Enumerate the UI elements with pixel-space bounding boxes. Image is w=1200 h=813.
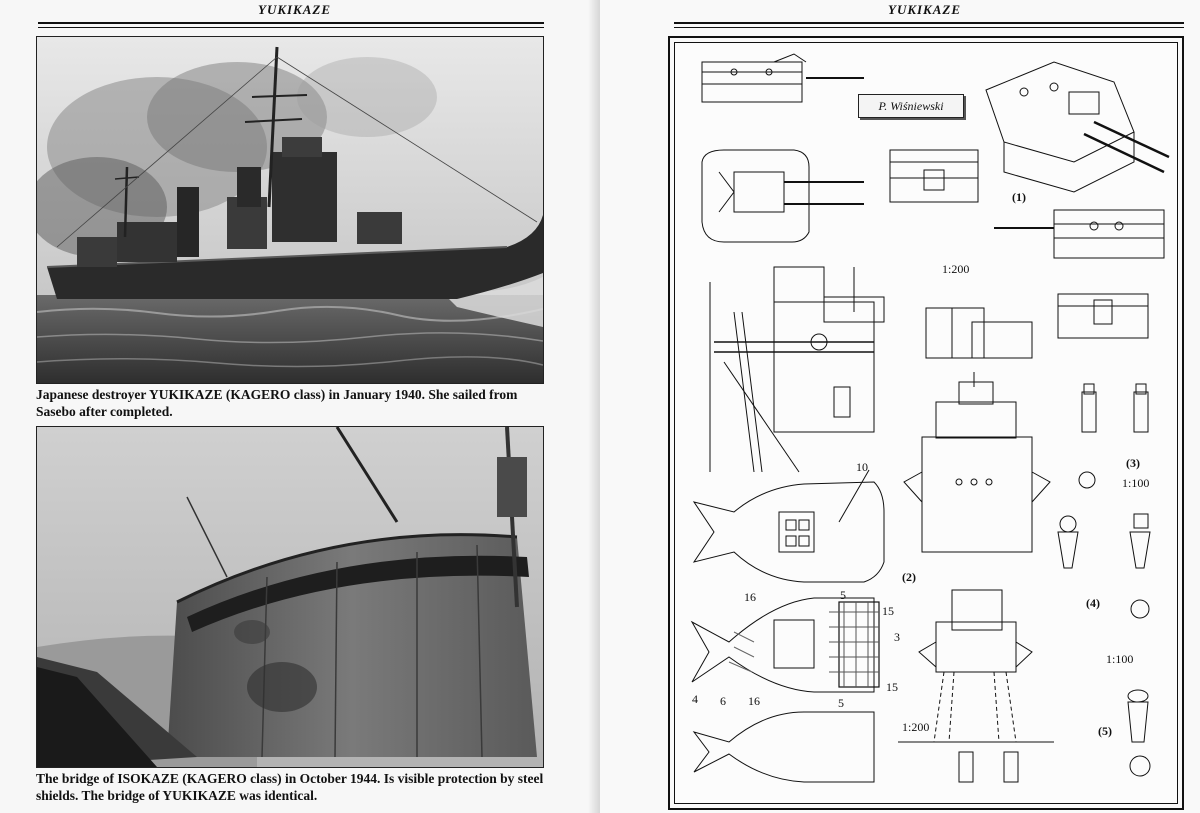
- scale-label: 1:100: [1106, 652, 1134, 666]
- callout-number: 15: [886, 680, 898, 694]
- right-page-header: YUKIKAZE: [888, 2, 962, 17]
- left-page-header: YUKIKAZE: [258, 2, 332, 17]
- callout-number: 6: [720, 694, 726, 708]
- photo-2-caption: The bridge of ISOKAZE (KAGERO class) in October 1944. Is visible protection by steel shields. The bridge of YUKIKAZE was identical.: [36, 771, 544, 803]
- scale-label: 1:200: [902, 720, 930, 734]
- bridge-photo: [36, 426, 544, 768]
- callout-number: 16: [748, 694, 760, 708]
- callout-number: 10: [856, 460, 868, 474]
- callout-number: 5: [838, 696, 844, 710]
- figure-label-3: (3): [1126, 456, 1140, 470]
- header-rule-thin: [674, 27, 1184, 28]
- destroyer-photo: [36, 36, 544, 384]
- header-rule-thin: [38, 27, 544, 28]
- callout-number: 5: [840, 588, 846, 602]
- callout-number: 4: [692, 692, 698, 706]
- photo-1-caption: Japanese destroyer YUKIKAZE (KAGERO class) in January 1940. She sailed from Sasebo after completed.: [36, 387, 518, 419]
- scale-label: 1:100: [1122, 476, 1150, 490]
- technical-drawings: [674, 42, 1176, 802]
- header-rule: [38, 22, 544, 24]
- author-credit: P. Wiśniewski: [858, 94, 964, 118]
- figure-label-4: (4): [1086, 596, 1100, 610]
- header-rule: [674, 22, 1184, 24]
- callout-number: 16: [744, 590, 756, 604]
- callout-number: 3: [894, 630, 900, 644]
- callout-number: 15: [882, 604, 894, 618]
- figure-label-5: (5): [1098, 724, 1112, 738]
- figure-label-1: (1): [1012, 190, 1026, 204]
- figure-label-2: (2): [902, 570, 916, 584]
- scale-label: 1:200: [942, 262, 970, 276]
